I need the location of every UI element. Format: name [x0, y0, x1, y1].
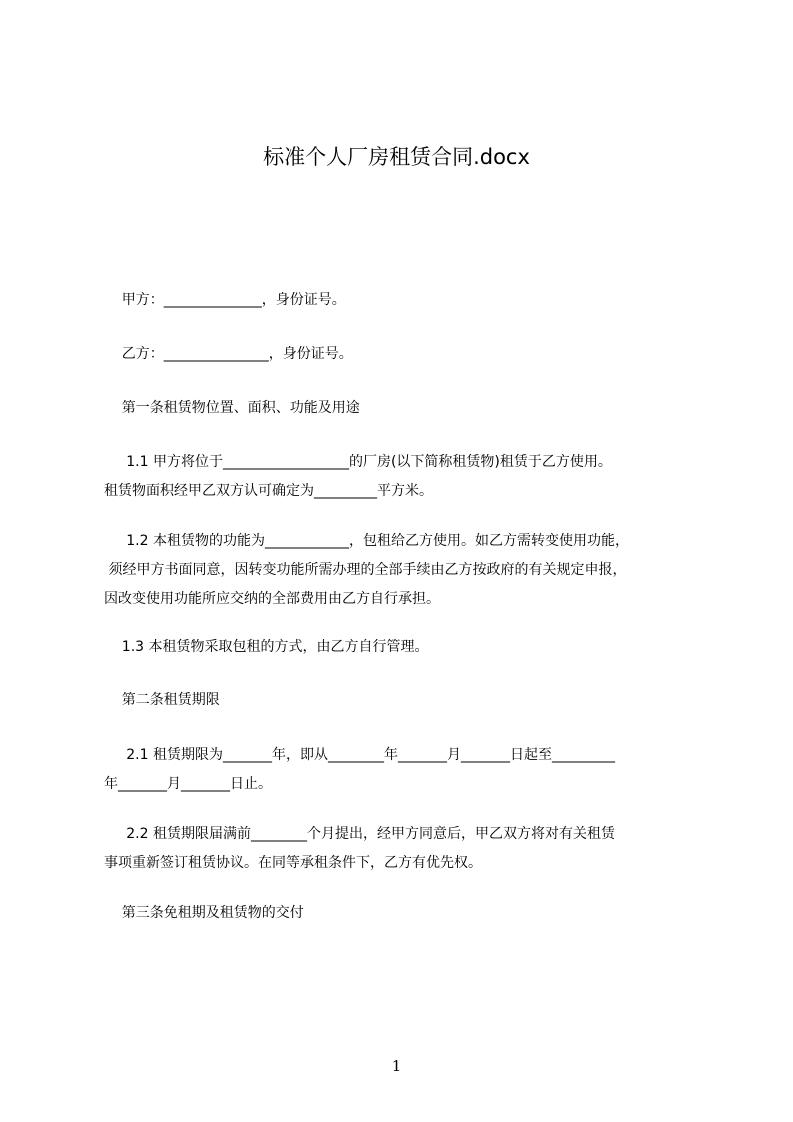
party-a-line: 甲方：______________，身份证号。: [104, 292, 346, 308]
article-2-heading: 第二条租赁期限: [104, 692, 220, 708]
clause-2-1: 2.1 租赁期限为_______年，即从________年_______月_______日起至_________ 年_______月_______日止。: [104, 747, 615, 792]
article-1-heading: 第一条租赁物位置、面积、功能及用途: [104, 400, 360, 416]
clause-1-3: 1.3 本租赁物采取包租的方式，由乙方自行管理。: [104, 639, 429, 655]
clause-1-2: 1.2 本租赁物的功能为____________，包租给乙方使用。如乙方需转变使用功能， 须经甲方书面同意，因转变功能所需办理的全部手续由乙方按政府的有关规定申报， 因改变使用功能所应交纳的全部费用由乙方自行承担。: [104, 533, 629, 607]
party-b-line: 乙方：_______________，身份证号。: [104, 346, 353, 362]
page-number: 1: [391, 1057, 402, 1075]
document-title: 标准个人厂房租赁合同.docx: [263, 145, 530, 169]
clause-2-2: 2.2 租赁期限届满前________个月提出，经甲方同意后，甲乙双方将对有关租赁 事项重新签订租赁协议。在同等承租条件下，乙方有优先权。: [104, 826, 615, 871]
article-3-heading: 第三条免租期及租赁物的交付: [104, 905, 304, 921]
clause-1-1: 1.1 甲方将位于__________________的厂房(以下简称租赁物)租赁于乙方使用。 租赁物面积经甲乙双方认可确定为_________平方米。: [104, 454, 612, 499]
